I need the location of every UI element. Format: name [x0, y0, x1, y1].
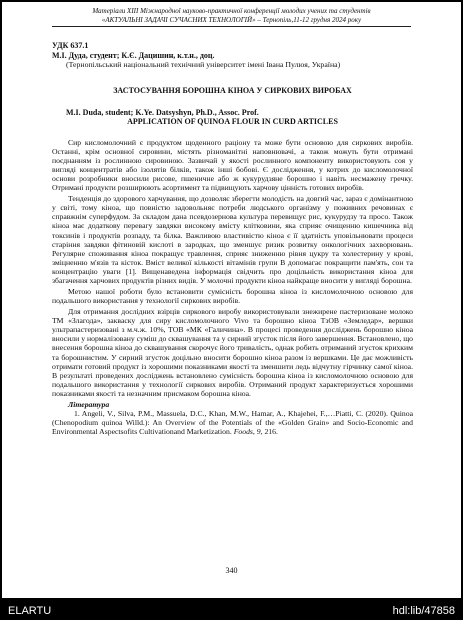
footer-handle: hdl:lib/47858 [392, 605, 455, 617]
reference-1 [52, 409, 413, 436]
footer-repository-label: ELARTU [8, 605, 52, 617]
affiliation: (Тернопільський національний технічний університет імені Івана Пулюя, Україна) [66, 60, 341, 69]
paragraph-3: Метою нашої роботи було встановити сумісність борошна кіноа із кисломолочною основою для подальшого використання у технології сиркових виробів. [52, 287, 413, 306]
title-en: APPLICATION OF QUINOA FLOUR IN CURD ARTICLES [127, 117, 338, 126]
literature-heading: Література [68, 399, 110, 409]
paragraph-4: Для отримання дослідних взірців сиркового виробу використовували знежирене пастеризоване молоко ТМ «Злагода», закваску для сиру кисломолочного Vivo та борошно кіноа ТзОВ «Земледар», вершки ультрапастеризовані з м.ч.ж. 10%, ТОВ «МК «Галичина». В процесі проведення досліджень борошно кіноа вносили у нормалізовану суміш до сквашування та у сирний згусток після його завершення. Встановлено, що внесення борошна кіноа до сквашування скорочує його тривалість, однак робить отриманий згусток крихким та борошнистим. У сирний згусток доцільно вносити борошно кіноа разом із вершками. Це дає можливість отримати готовий продукт із хорошими показниками якості та зменшити ледь відчутну гірчинку самої кіноа. В результаті проведених досліджень встановлено сумісність борошна кіноа із кисломолочною основою для подальшого використання у технології сиркових виробів. Отриманий продукт характеризується хорошими показниками якості та незначним присмаком борошна кіноа. [52, 306, 413, 399]
title-uk: ЗАСТОСУВАННЯ БОРОШНА КІНОА У СИРКОВИХ ВИРОБАХ [113, 85, 352, 95]
conference-header [2, 7, 461, 24]
page-number: 340 [225, 566, 238, 575]
reference-1-journal: Foods, 9, [233, 427, 263, 437]
paragraph-2: Тенденція до здорового харчування, що дозволяє зберегти молодість на довгий час, зараз є домінантною у світі, тому кіноа, що повністю задовольняє потреби людського організму у поживних речовинах є справжнім суперфудом. За складом дана псевдозернова культура перевищує рис, кукурудзу та просо. Також кіноа має додаткову перевагу завдяки високому вмісту клітковини, яка сприяє очищенню кишечника від токсинів і продуктів розпаду, та білка. Важливою властивістю кіноа є її здатність уповільнювати процеси старіння завдяки фітиновій кислоті в зародках, що зменшує ризик розвитку онкологічних захворювань. Регулярне споживання кіноа покращує травлення, сприяє зниженню рівня цукру та холестерину у крові, зміцненню м'язів та кісток. Вміст великої кількості вітамінів групи B допомагає покращити пам'ять, сон та концентрацію уваги [1]. Вищенаведена інформація свідчить про доцільність використання кіноа для збагачення харчових продуктів різних видів. У молочні продукти кіноа найкраще вносити у вигляді борошна. [52, 193, 413, 286]
reference-1-end: 216. [262, 427, 278, 437]
header-line-2: «АКТУАЛЬНІ ЗАДАЧІ СУЧАСНИХ ТЕХНОЛОГІЙ» – Тернопіль,11-12 грудня 2024 року [101, 15, 362, 24]
document-page [2, 2, 461, 598]
authors-uk: М.І. Дуда, студент; К.Є. Дацишин, к.т.н., доц. [52, 50, 215, 60]
reference-1-text: 1. Angeli, V., Silva, P.M., Massuela, D.C., Khan, M.W., Hamar, A., Khajehei, F.,…Piatti, C. (2020). Quinoa (Chenopodium quinoa Willd.): An Overview of the Potentials of the «Golden Grain» and Socio-Economic and Environmental Aspectsofits Cultivationand Marketization. [52, 409, 413, 437]
article-body [52, 41, 413, 437]
authors-en: M.I. Duda, student; K.Ye. Datsyshyn, Ph.D., Assoc. Prof. [66, 107, 259, 117]
paragraph-1: Сир кисломолочний є продуктом щоденного раціону та може бути основою для сиркових виробів. Останні, крім основної сировини, містять різноманітні наповнювачі, а також можуть бути отримані поєднанням із рослинною сировиною. Зазвичай у якості рослинного компоненту використовують соя у вигляді концентратів або ізолятів білків, також інші бобові. Є дослідження, у котрих до кисломолочної основи розробники вносили рисове, пшеничне або ж кукурудзяне борошно і навіть несмажену гречку. Отримані продукти розширюють асортимент та підвищують харчову цінність готових виробів. [52, 137, 413, 193]
udc-code: УДК 637.1 [52, 41, 89, 50]
header-line-1: Матеріали XIII Міжнародної науково-практичної конференції молодих учених та студентів [92, 7, 371, 15]
header-divider [52, 26, 411, 27]
